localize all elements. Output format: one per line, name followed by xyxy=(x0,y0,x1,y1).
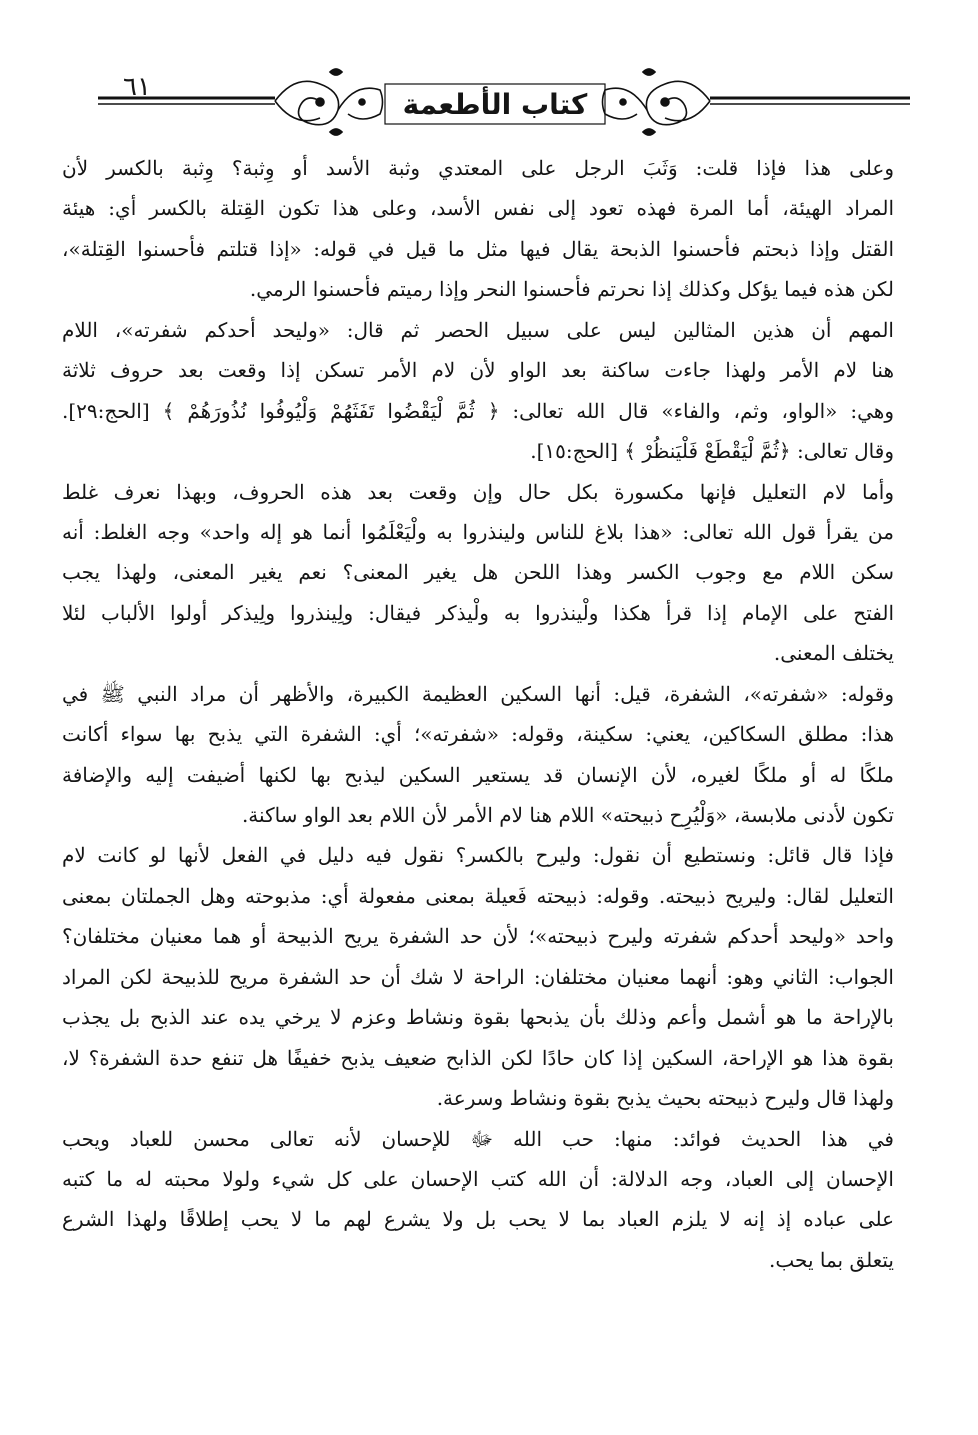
text-line: بالإراحة ما هو أشمل وأعم وذلك بأن يذبحها بقوة ونشاط وعزم لا يرخي يده عند الذبح بل يجذب xyxy=(62,1005,894,1030)
paragraph-6 xyxy=(62,1119,894,1281)
text-line: سكن اللام مع وجوب الكسر وهذا اللحن هل يغير المعنى؟ نعم يغير المعنى، ولهذا يجب xyxy=(62,560,894,585)
text-line: تكون لأدنى ملابسة، «وَلْيُرِح ذبيحته» اللام هنا لام الأمر لأن اللام بعد الواو ساكنة. xyxy=(241,803,894,827)
page-number: ٦١ xyxy=(123,72,151,102)
text-line: التعليل لقال: وليريح ذبيحته. وقوله: ذبيحته فَعيلة بمعنى مفعولة أي: مذبوحته وهل الجملتان بمعنى xyxy=(62,883,894,908)
text-line: ملكًا له أو ملكًا لغيره، لأن الإنسان قد يستعير السكين ليذبح بها لكنها أضيفت إليه والإضافة xyxy=(62,762,894,787)
text-line: وقال تعالى: ﴿ثُمَّ لْيَقْطَعْ فَلْيَنظُرْ ﴾ [الحج:١٥]. xyxy=(530,439,894,464)
text-line: الجواب: الثاني وهو: أنهما معنيان مختلفان: الراحة لا شك أن حد الشفرة مريح للذبيحة لكن المراد xyxy=(62,964,894,989)
text-line: وأما لام التعليل فإنها مكسورة بكل حال وإن وقعت بعد هذه الحروف، وبهذا نعرف غلط xyxy=(62,479,894,504)
text-line: على عباده إذ إنه لا يلزم العباد بما لا يحب بل ولا يشرع لهم ما لا يحب إطلاقًا ولهذا الشرع xyxy=(62,1207,894,1232)
text-line: واحد «وليحد أحدكم شفرته وليرح ذبيحته»؛ لأن حد الشفرة يريح الذبيحة أو هما معنيان مختلفان؟ xyxy=(62,924,894,949)
paragraph-2 xyxy=(62,310,894,472)
left-ornament-icon xyxy=(275,69,383,135)
book-title: كتاب الأطعمة xyxy=(402,88,588,121)
text-line: القتل وإذا ذبحتم فأحسنوا الذبحة يقال فيها مثل ما قيل في قوله: «إذا قتلتم فأحسنوا القِتلة»، xyxy=(62,236,894,261)
text-line: وقوله: «شفرته»، الشفرة، قيل: أنها السكين العظيمة الكبيرة، والأظهر أن مراد النبي ﷺ في xyxy=(62,681,894,706)
text-line: ولهذا قال وليرح ذبيحته بحيث يذبح بقوة ونشاط وسرعة. xyxy=(436,1086,894,1111)
page-body xyxy=(62,148,894,1280)
text-line: وهي: «الواو، وثم، والفاء» قال الله تعالى: ﴿ ثُمَّ لْيَقْضُوا تَفَثَهُمْ وَلْيُوفُوا نُذُورَهُمْ ﴾ [الحج:٢٩]. xyxy=(62,398,894,423)
paragraph-1 xyxy=(62,148,894,310)
paragraph-4 xyxy=(62,674,894,836)
text-line: من يقرأ قول الله تعالى: «هذا بلاغ للناس ولينذروا به ولْيَعْلَمُوا أنما هو إله واحد» وجه الغلط: أنه xyxy=(62,519,894,544)
paragraph-5 xyxy=(62,835,894,1118)
text-line: يختلف المعنى. xyxy=(773,641,894,666)
text-line: بقوة هذا هو الإراحة، السكين إذا كان حادًا لكن الذابح ضعيف يذبح خفيفًا هل تنفع حدة الشفرة؟ لا، xyxy=(62,1045,894,1070)
text-line: فإذا قال قائل: ونستطيع أن نقول: وليرح بالكسر؟ نقول فيه دليل في الفعل لأنها لو كانت لام xyxy=(62,843,894,868)
text-line: هنا لام الأمر ولهذا جاءت ساكنة بعد الواو لأن لام الأمر تسكن إذا وقعت بعد حروف ثلاثة xyxy=(62,358,894,383)
text-line: لكن هذه فيما يؤكل وكذلك إذا نحرتم فأحسنوا النحر وإذا رميتم فأحسنوا الرمي. xyxy=(249,277,894,302)
text-line: يتعلق بما يحب. xyxy=(769,1247,894,1272)
text-line: الإحسان إلى العباد، وجه الدلالة: أن الله كتب الإحسان على كل شيء ولولا محبته له ما كتبه xyxy=(62,1166,894,1191)
page-header xyxy=(80,62,910,144)
text-line: الفتح على الإمام إذا قرأ هكذا ولْينذروا به ولْيذكر فيقال: ولِينذروا ولِيذكر أولوا الألباب لئلا xyxy=(62,600,894,625)
paragraph-3 xyxy=(62,472,894,674)
text-line: المهم أن هذين المثالين ليس على سبيل الحصر ثم قال: «وليحد أحدكم شفرته»، اللام xyxy=(62,317,894,342)
text-line: في هذا الحديث فوائد: منها: حب الله ﷻ للإحسان لأنه تعالى محسن للعباد ويحب xyxy=(62,1126,894,1151)
text-line: المراد الهيئة، أما المرة فهذه تعود إلى نفس الأسد، وعلى هذا تكون القِتلة بالكسر أي: هيئة xyxy=(62,196,894,221)
text-line: وعلى هذا فإذا قلت: وَثَبَ الرجل على المعتدي وثبة الأسد أو وِثبة؟ وِثبة بالكسر لأن xyxy=(62,156,894,180)
text-line: هذا: مطلق السكاكين، يعني: سكينة، وقوله: «شفرته»؛ أي: الشفرة التي يذبح بها سواء أكانت xyxy=(62,722,894,747)
